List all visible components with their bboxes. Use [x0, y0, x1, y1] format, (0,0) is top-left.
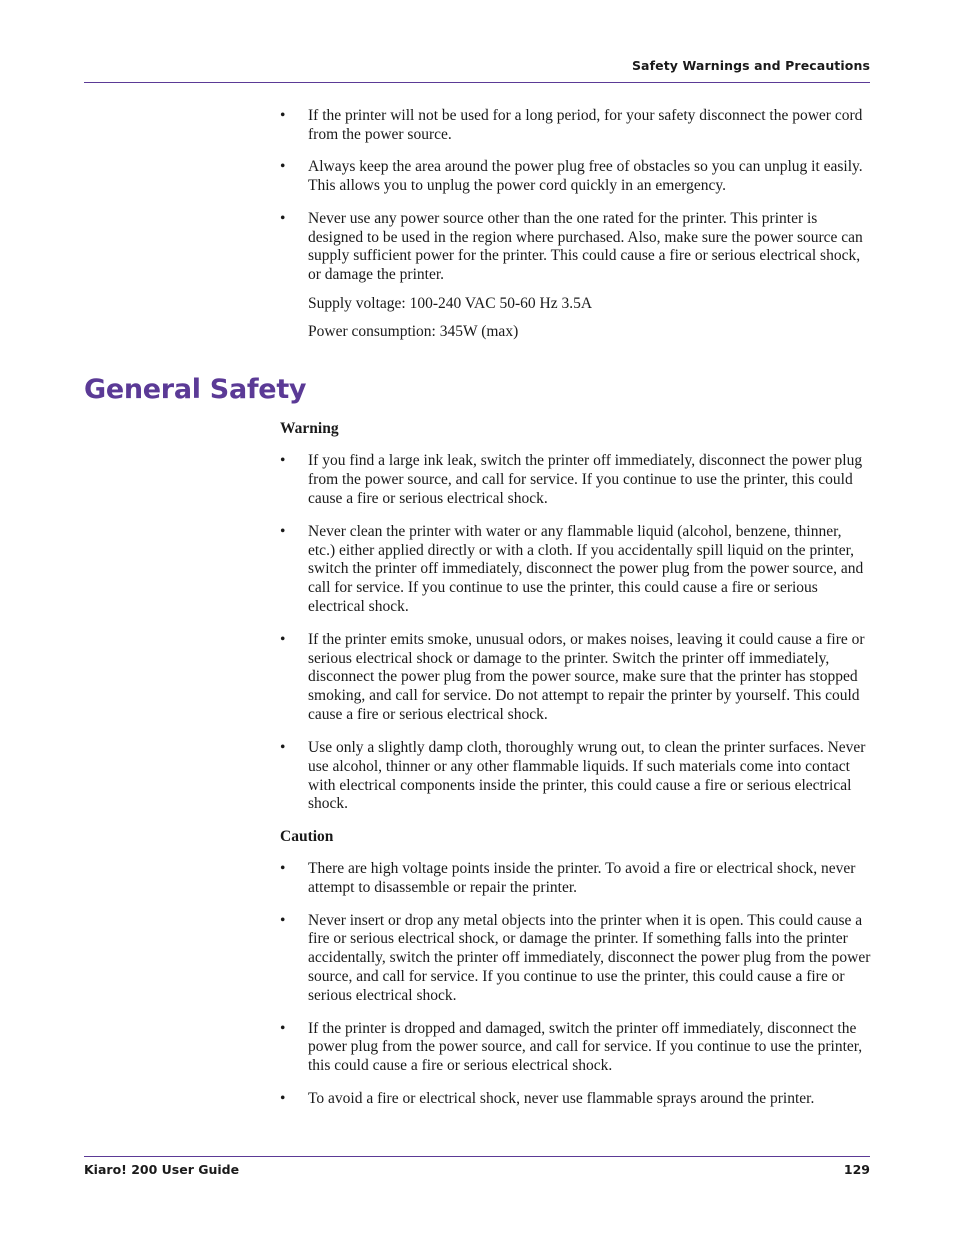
list-item: [280, 1090, 872, 1109]
caution-bullet-list: [280, 860, 872, 1108]
running-header-title: Safety Warnings and Precautions: [631, 58, 870, 73]
bullet-glyph: •: [280, 738, 286, 756]
bullet-glyph: •: [280, 1019, 286, 1037]
warning-bullet-list: [280, 452, 872, 814]
list-item-text: If the printer emits smoke, unusual odors, or makes noises, leaving it could cause a fire or serious electrical shock or damage to the printer. Switch the printer off immediately, disconnect the power plug from the power source, make sure that the printer has stopped smoking, and call for service. Do not attempt to repair the printer by yourself. This could cause a fire or serious electrical shock.: [308, 630, 865, 724]
list-item: [280, 1020, 872, 1077]
list-item: [280, 860, 872, 898]
list-item: [280, 912, 872, 1007]
bullet-glyph: •: [280, 522, 286, 540]
bullet-glyph: •: [280, 209, 286, 227]
list-item: [280, 739, 872, 815]
list-item: [280, 158, 872, 196]
list-item: [280, 452, 872, 509]
list-item: [280, 523, 872, 618]
footer-guide-title: Kiaro! 200 User Guide: [84, 1162, 240, 1177]
page-number: 129: [843, 1162, 870, 1177]
bullet-glyph: •: [280, 860, 286, 878]
bullet-glyph: •: [280, 452, 286, 470]
bullet-glyph: •: [280, 911, 286, 929]
bullet-glyph: •: [280, 1089, 286, 1107]
header-rule: [84, 82, 870, 83]
list-item-text: Never clean the printer with water or any flammable liquid (alcohol, benzene, thinner, etc.) either applied directly or with a cloth. If you accidentally spill liquid on the printer, switch the printer off immediately, disconnect the power plug from the power source, and call for service. If you continue to use the printer, this could cause a fire or serious electrical shock.: [308, 522, 864, 616]
list-item-text: If the printer is dropped and damaged, switch the printer off immediately, disconnect the power plug from the power source, and call for service. If you continue to use the printer, this could cause a fire or serious electrical shock.: [308, 1019, 863, 1075]
list-item: [280, 631, 872, 726]
caution-heading: Caution: [280, 827, 334, 845]
list-item-text: Always keep the area around the power plug free of obstacles so you can unplug it easily. This allows you to unplug the power cord quickly in an emergency.: [308, 158, 863, 195]
bullet-glyph: •: [280, 630, 286, 648]
list-item-text: If you find a large ink leak, switch the printer off immediately, disconnect the power plug from the power source, and call for service. If you continue to use the printer, this could cause a fire or serious electrical shock.: [308, 452, 863, 508]
list-item-text: There are high voltage points inside the printer. To avoid a fire or electrical shock, never attempt to disassemble or repair the printer.: [308, 860, 856, 897]
power-consumption: Power consumption: 345W (max): [308, 323, 519, 341]
general-safety-section: [280, 420, 872, 1122]
list-item-text: Use only a slightly damp cloth, thoroughly wrung out, to clean the printer surfaces. Never use alcohol, thinner or any other flammable liquids. If such materials come into contact with electrical components inside the printer, this could cause a fire or serious electrical shock.: [308, 738, 866, 813]
list-item-text: If the printer will not be used for a long period, for your safety disconnect the power cord from the power source.: [308, 107, 863, 143]
footer-rule: [84, 1156, 870, 1157]
list-item: [280, 210, 872, 286]
list-item: [280, 107, 872, 145]
list-item-text: Never insert or drop any metal objects into the printer when it is open. This could cause a fire or serious electrical shock, or damage the printer. If something falls into the printer accidentally, switch the printer off immediately, disconnect the power plug from the power source, and call for service. If you continue to use the printer, this could cause a fire or serious electrical shock.: [308, 911, 871, 1005]
supply-voltage: Supply voltage: 100-240 VAC 50-60 Hz 3.5A: [308, 295, 593, 313]
list-item-text: Never use any power source other than the one rated for the printer. This printer is designed to be used in the region where purchased. Also, make sure the power source can supply sufficient power for the printer. This could cause a fire or serious electrical shock, or damage the printer.: [308, 209, 863, 284]
bullet-glyph: •: [280, 107, 286, 124]
power-bullet-list: [280, 107, 872, 285]
warning-heading: Warning: [280, 420, 339, 437]
list-item-text: To avoid a fire or electrical shock, never use flammable sprays around the printer.: [308, 1089, 815, 1107]
bullet-glyph: •: [280, 158, 286, 176]
power-section: [280, 107, 872, 351]
section-title: General Safety: [84, 374, 307, 405]
